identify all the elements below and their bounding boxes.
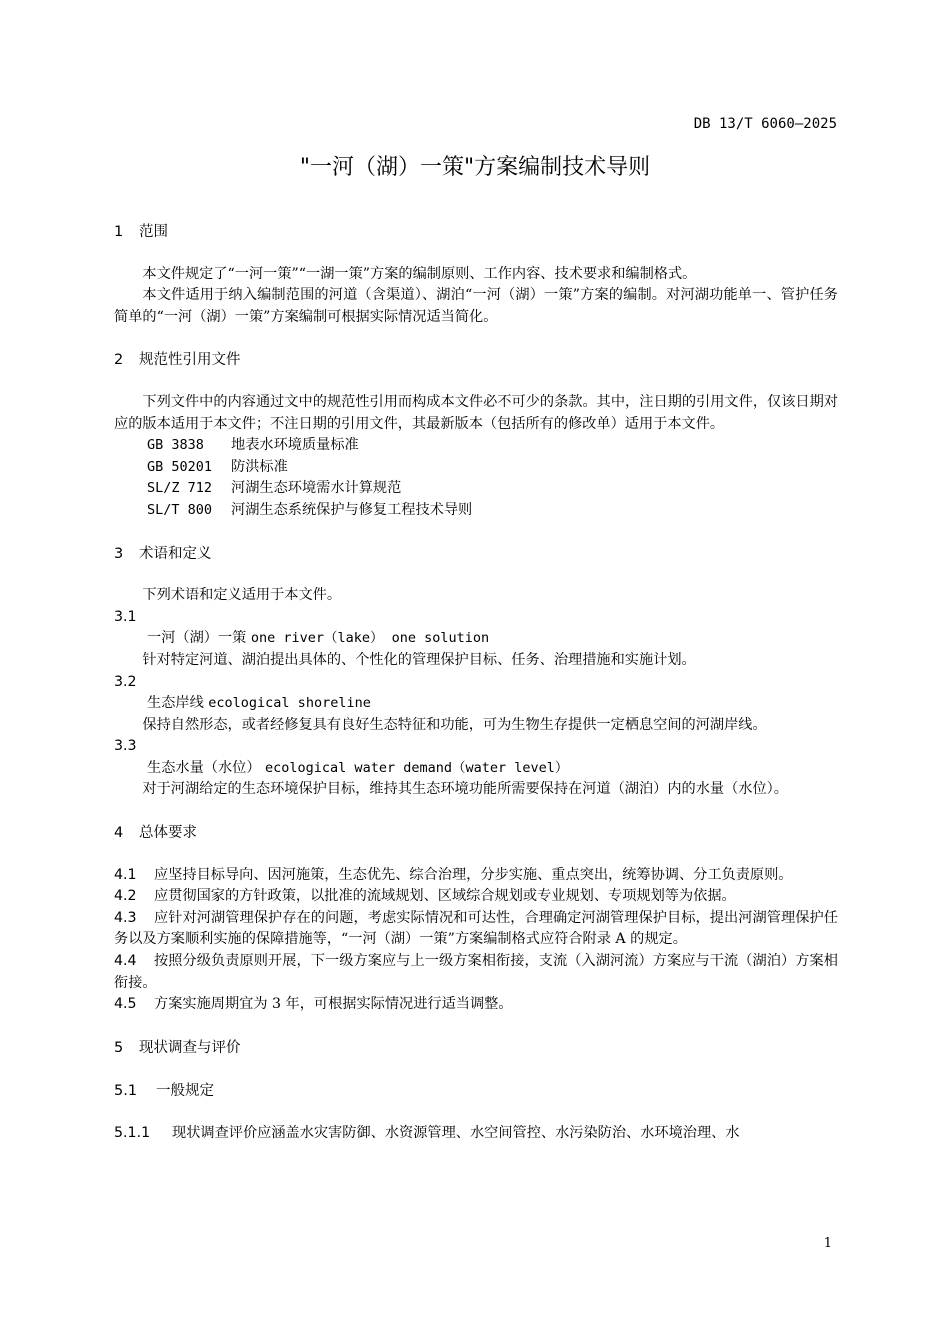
reference-item: SL/Z 712 河湖生态环境需水计算规范 bbox=[147, 480, 402, 497]
term-definition: 对于河湖给定的生态环境保护目标，维持其生态环境功能所需要保持在河道（湖泊）内的水量（水位）。 bbox=[142, 781, 788, 798]
reference-item: GB 3838 地表水环境质量标准 bbox=[147, 437, 359, 454]
clause: 4.5 方案实施周期宜为 3 年，可根据实际情况进行适当调整。 bbox=[114, 996, 513, 1013]
term-number: 3.1 bbox=[114, 608, 137, 625]
document-body bbox=[114, 222, 838, 1145]
clause: 4.3 应针对河湖管理保护存在的问题，考虑实际情况和可达性，合理确定河湖管理保护目标，提出河湖管理保护任务以及方案顺利实施的保障措施等，“一河（湖）一策”方案编制格式应符合附录 A 的规定。 bbox=[114, 909, 838, 948]
paragraph: 下列术语和定义适用于本文件。 bbox=[142, 587, 342, 604]
paragraph: 下列文件中的内容通过文中的规范性引用而构成本文件必不可少的条款。其中，注日期的引用文件，仅该日期对应的版本适用于本文件；不注日期的引用文件，其最新版本（包括所有的修改单）适用于本文件。 bbox=[114, 393, 838, 432]
term-heading: 一河（湖）一策 one river（lake） one solution bbox=[147, 630, 490, 647]
reference-item: SL/T 800 河湖生态系统保护与修复工程技术导则 bbox=[147, 501, 473, 518]
term-number: 3.2 bbox=[114, 673, 137, 690]
section-heading-2: 2 规范性引用文件 bbox=[114, 352, 241, 369]
section-heading-1: 1 范围 bbox=[114, 224, 168, 240]
document-title: "一河（湖）一策"方案编制技术导则 bbox=[299, 155, 651, 180]
page-number: 1 bbox=[823, 1236, 832, 1251]
term-number: 3.3 bbox=[114, 738, 137, 755]
section-heading-5: 5 现状调查与评价 bbox=[114, 1039, 241, 1056]
subsection-heading: 5.1 一般规定 bbox=[114, 1083, 214, 1100]
standard-code: DB 13/T 6060—2025 bbox=[693, 116, 837, 132]
term-heading: 生态岸线 ecological shoreline bbox=[147, 695, 371, 712]
reference-item: GB 50201 防洪标准 bbox=[147, 458, 288, 475]
term-definition: 保持自然形态，或者经修复具有良好生态特征和功能，可为生物生存提供一定栖息空间的河湖岸线。 bbox=[142, 716, 767, 733]
clause: 5.1.1 现状调查评价应涵盖水灾害防御、水资源管理、水空间管控、水污染防治、水环境治理、水 bbox=[114, 1125, 740, 1141]
paragraph: 本文件规定了“一河一策”“一湖一策”方案的编制原则、工作内容、技术要求和编制格式。 bbox=[142, 265, 697, 282]
term-heading: 生态水量（水位） ecological water demand（water level） bbox=[147, 759, 569, 776]
clause: 4.1 应坚持目标导向、因河施策，生态优先、综合治理，分步实施、重点突出，统筹协调、分工负责原则。 bbox=[114, 866, 793, 883]
clause: 4.2 应贯彻国家的方针政策，以批准的流域规划、区域综合规划或专业规划、专项规划等为依据。 bbox=[114, 888, 736, 905]
paragraph: 本文件适用于纳入编制范围的河道（含渠道）、湖泊“一河（湖）一策”方案的编制。对河湖功能单一、管护任务简单的“一河（湖）一策”方案编制可根据实际情况适当简化。 bbox=[114, 287, 838, 325]
clause: 4.4 按照分级负责原则开展，下一级方案应与上一级方案相衔接，支流（入湖河流）方案应与干流（湖泊）方案相衔接。 bbox=[114, 953, 838, 991]
section-heading-3: 3 术语和定义 bbox=[114, 545, 212, 562]
section-heading-4: 4 总体要求 bbox=[114, 825, 197, 842]
term-definition: 针对特定河道、湖泊提出具体的、个性化的管理保护目标、任务、治理措施和实施计划。 bbox=[142, 651, 696, 668]
